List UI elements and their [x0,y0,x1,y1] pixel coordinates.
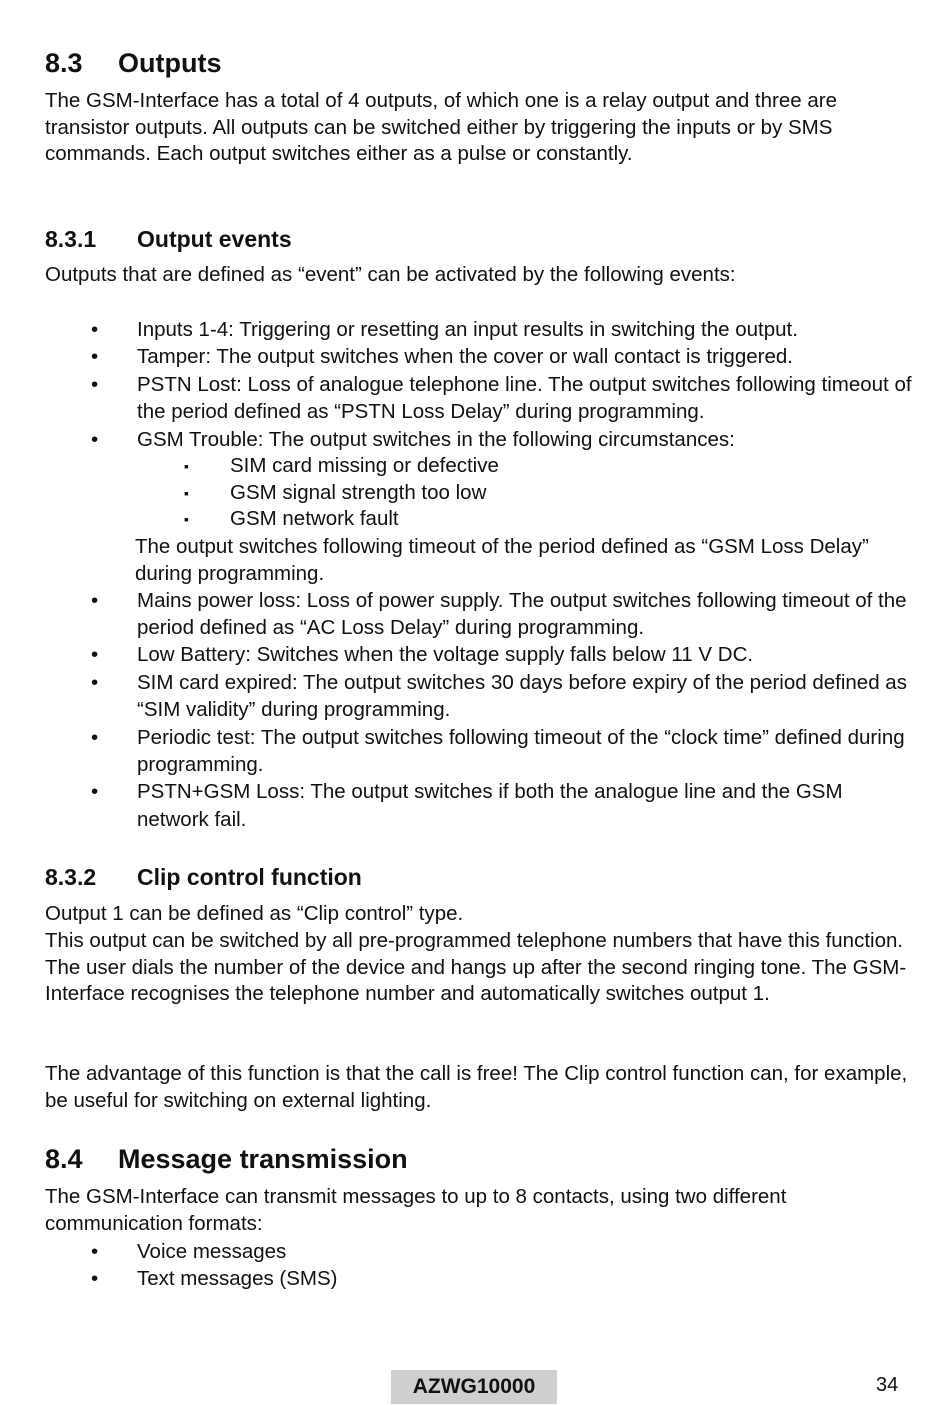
list-item [45,1265,915,1292]
bullet-icon: • [91,345,99,369]
sub-list-item-text: GSM network fault [230,507,399,531]
bullet-icon: • [91,372,99,396]
bullet-icon: • [91,780,99,804]
page-number: 34 [876,1374,899,1396]
bullet-icon: • [91,725,99,749]
section-heading-8-4 [45,1143,408,1175]
message-formats-list [45,1238,915,1293]
bullet-icon: • [91,318,99,341]
list-item-text: Periodic test: The output switches following timeout of the “clock time” defined during programming. [137,725,905,776]
sub-list-item [45,453,915,480]
list-item-text: PSTN+GSM Loss: The output switches if both the analogue line and the GSM network fail. [137,780,843,831]
section-heading-8-3-2 [45,863,362,891]
bullet-icon: • [91,643,99,667]
output-events-list [45,316,915,833]
list-item-text: Low Battery: Switches when the voltage supply falls below 11 V DC. [137,643,754,667]
clip-control-advantage: The advantage of this function is that the call is free! The Clip control function can, for example, be useful for switching on external lighting. [45,1062,908,1112]
section-heading-8-3 [45,47,221,79]
list-item [45,316,915,343]
section-title: Output events [137,226,292,252]
section-title: Message transmission [118,1144,408,1174]
gsm-loss-note: The output switches following timeout of the period defined as “GSM Loss Delay” during programming. [135,534,869,585]
list-item-text: PSTN Lost: Loss of analogue telephone line. The output switches following timeout of the period defined as “PSTN Loss Delay” during programming. [137,372,912,424]
section-title: Clip control function [137,864,362,890]
outputs-paragraph: The GSM-Interface has a total of 4 outputs, of which one is a relay output and three are transistor outputs. All outputs can be switched either by triggering the inputs or by SMS commands. Each output switches either as a pulse or constantly. [45,89,837,165]
list-item [45,371,915,426]
section-title: Outputs [118,48,222,78]
square-bullet-icon: ▪ [184,484,189,501]
sub-list-item [45,480,915,507]
sub-list-item-text: GSM signal strength too low [230,480,487,504]
list-item [45,1238,915,1265]
gsm-trouble-sublist [45,453,915,533]
output-events-intro: Outputs that are defined as “event” can be activated by the following events: [45,263,736,286]
section-number: 8.3.1 [45,226,97,252]
bullet-icon: • [91,427,99,451]
section-number: 8.3.2 [45,864,97,890]
bullet-icon: • [91,670,99,694]
list-item-text: Inputs 1-4: Triggering or resetting an input results in switching the output. [137,318,798,341]
list-item [45,669,915,724]
section-number: 8.3 [45,48,83,78]
square-bullet-icon: ▪ [184,458,189,475]
square-bullet-icon: ▪ [184,511,189,528]
list-item [45,426,915,453]
list-item [45,778,915,833]
bullet-icon: • [91,1267,99,1291]
list-item-text: Mains power loss: Loss of power supply. The output switches following timeout of the period defined as “AC Loss Delay” during programming. [137,588,907,639]
sub-list-item [45,506,915,533]
list-item [45,641,915,668]
clip-control-line: Output 1 can be defined as “Clip control” type. [45,902,464,925]
gsm-trouble-sublist-item [45,453,915,587]
section-number: 8.4 [45,1144,83,1174]
bullet-icon: • [91,588,99,612]
list-item [45,724,915,779]
bullet-icon: • [91,1240,99,1263]
list-item-text: Voice messages [137,1240,287,1263]
list-item [45,587,915,642]
list-item [45,343,915,370]
list-item-text: Tamper: The output switches when the cover or wall contact is triggered. [137,345,793,369]
document-code: AZWG10000 [391,1370,557,1404]
list-item-text: GSM Trouble: The output switches in the following circumstances: [137,427,735,451]
list-item-text: Text messages (SMS) [137,1267,338,1291]
section-heading-8-3-1 [45,225,292,253]
sub-list-item-text: SIM card missing or defective [230,454,499,478]
message-transmission-paragraph: The GSM-Interface can transmit messages to up to 8 contacts, using two different communication formats: [45,1185,787,1235]
list-item-text: SIM card expired: The output switches 30 days before expiry of the period defined as “SIM validity” during programming. [137,670,907,722]
clip-control-paragraph: This output can be switched by all pre-programmed telephone numbers that have this function. The user dials the number of the device and hangs up after the second ringing tone. The GSM-Interface recognises the telephone number and automatically switches output 1. [45,929,907,1005]
